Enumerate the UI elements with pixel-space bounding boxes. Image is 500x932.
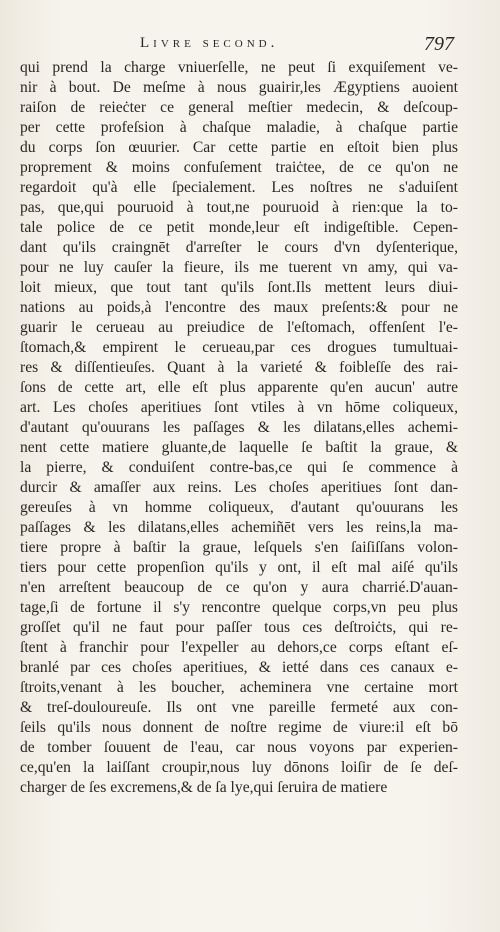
- running-head: Livre second.: [140, 35, 279, 51]
- text-line: pour ne luy cauſer la fieure, ils me tuerent vn amy, qui va-: [20, 259, 458, 276]
- text-line: ſtomach,& empirent le cerueau,par ces drogues tumultuai-: [20, 339, 458, 356]
- text-line: guarir le cerueau au preiudice de l'eſtomach, offenſent l'e-: [20, 319, 458, 336]
- text-line: du corps ſon œuurier. Car cette partie en eſtoit bien plus: [20, 139, 458, 156]
- text-line: regardoit qu'à elle ſpecialement. Les noſtres ne s'aduiſent: [20, 179, 458, 196]
- text-line: art. Les choſes aperitiues ſont vtiles à vn hōme coliqueux,: [20, 399, 458, 416]
- text-line: tage,ſi de fortune il s'y rencontre quelque corps,vn peu plus: [20, 599, 458, 616]
- text-line: dant qu'ils craingnēt d'arreſter le cours d'vn dyſenterique,: [20, 239, 458, 256]
- text-line: ſtent à franchir pour l'expeller au dehors,ce corps eſtant eſ-: [20, 639, 458, 656]
- text-line: per cette profeſsion à chaſque maladie, à chaſque partie: [20, 119, 458, 136]
- text-line: groſſet qu'il ne faut pour paſſer tous ces deſtroiċts, qui re-: [20, 619, 458, 636]
- text-line: loit mieux, que tout tant qu'ils ſont.Ils mettent leurs diui-: [20, 279, 458, 296]
- text-line: pas, que,qui pouruoid à tout,ne pouruoid à rien:que la to-: [20, 199, 458, 216]
- page-number: 797: [424, 33, 454, 55]
- text-line: durcir & amaſſer aux reins. Les choſes aperitiues ſont dan-: [20, 479, 458, 496]
- text-line: & treſ-douloureuſe. Ils ont vne pareille fermeté aux con-: [20, 699, 458, 716]
- text-line: branlé par ces choſes aperitiues, & ietté dans ces canaux e-: [20, 659, 458, 676]
- text-line: nations au poids,à l'encontre des maux preſents:& pour ne: [20, 299, 458, 316]
- text-line: la pierre, & conduiſent contre-bas,ce qui ſe commence à: [20, 459, 458, 476]
- text-line: ſtroits,venant à les boucher, acheminera vne certaine mort: [20, 679, 458, 696]
- text-line: nent cette matiere gluante,de laquelle ſe baſtit la graue, &: [20, 439, 458, 456]
- text-line: tale police de ce petit monde,leur eſt indigeſtible. Cepen-: [20, 219, 458, 236]
- text-line: res & diſſentieuſes. Quant à la varieté & foibleſſe des rai-: [20, 359, 458, 376]
- text-line: proprement & moins confuſement traiċtee, de ce qu'on ne: [20, 159, 458, 176]
- text-line: raiſon de reieċter ce general meſtier medecin, & deſcoup-: [20, 99, 458, 116]
- text-line: tiere propre à baſtir la graue, leſquels s'en ſaiſiſſans volon-: [20, 539, 458, 556]
- text-line: ce,qu'en la laiſſant croupir,nous luy dōnons loiſir de ſe deſ-: [20, 759, 458, 776]
- text-line: gereuſes à vn homme coliqueux, d'autant qu'ouurans les: [20, 499, 458, 516]
- text-line: ſeils qu'ils nous donnent de noſtre regime de viure:il eſt bō: [20, 719, 458, 736]
- page-header: [0, 33, 500, 57]
- text-line: n'en arreſtent beaucoup de ce qu'on y aura charrié.D'auan-: [20, 579, 458, 596]
- text-line: de tomber ſouuent de l'eau, car nous voyons par experien-: [20, 739, 458, 756]
- text-line: tiers pour cette propenſion qu'ils y ont, il eſt mal aiſé qu'ils: [20, 559, 458, 576]
- text-line: ſons de cette art, elle eſt plus apparente qu'en aucun' autre: [20, 379, 458, 396]
- text-line: d'autant qu'ouurans les paſſages & les dilatans,elles achemi-: [20, 419, 458, 436]
- body-text: [20, 58, 458, 798]
- text-line: charger de ſes excremens,& de ſa lye,qui ſeruira de matiere: [20, 779, 388, 796]
- text-line: paſſages & les dilatans,elles achemiñēt vers les reins,la ma-: [20, 519, 458, 536]
- text-line: qui prend la charge vniuerſelle, ne peut ſi exquiſement ve-: [20, 59, 458, 76]
- text-line: nir à bout. De meſme à nous guairir,les Ægyptiens auoient: [20, 79, 458, 96]
